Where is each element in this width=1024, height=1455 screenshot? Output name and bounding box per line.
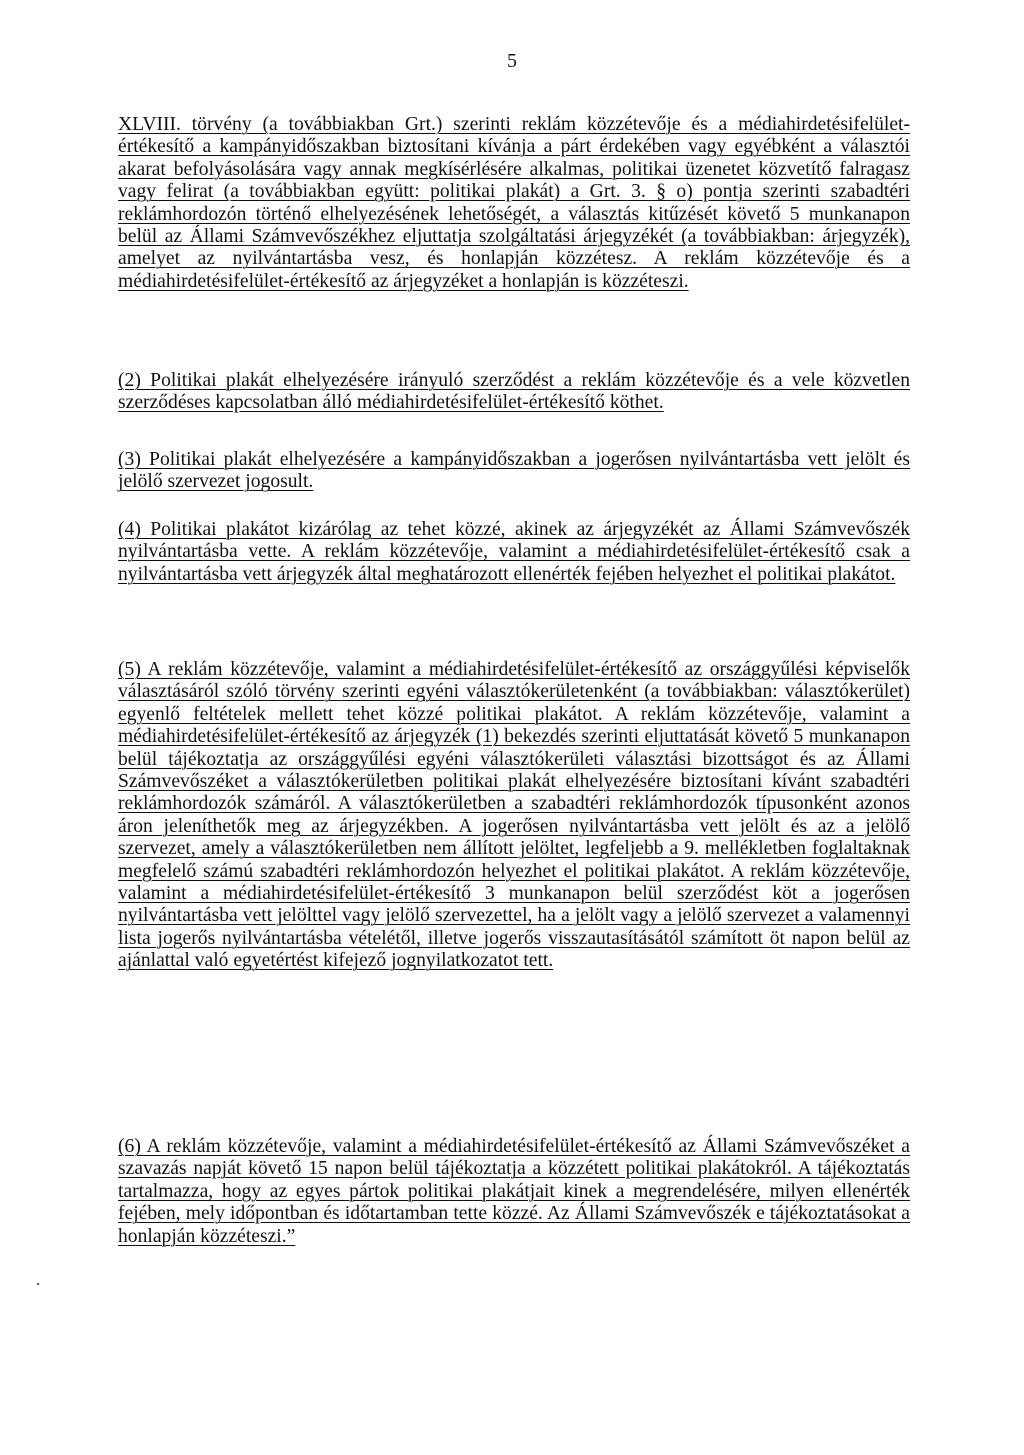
paragraph-1-continuation: XLVIII. törvény (a továbbiakban Grt.) szerinti reklám közzétevője és a médiahirdetésifelület-értékesítő a kampányidőszakban biztosítani kívánja a párt érdekében vagy egyébként a választói akarat befolyásolására vagy annak megkísérlésére alkalmas, politikai üzenetet közvetítő falragasz vagy felirat (a továbbiakban együtt: politikai plakát) a Grt. 3. § o) pontja szerinti szabadtéri reklámhordozón történő elhelyezésének lehetőségét, a választás kitűzését követő 5 munkanapon belül az Állami Számvevőszékhez eljuttatja szolgáltatási árjegyzékét (a továbbiakban: árjegyzék), amelyet az nyilvántartásba vesz, és honlapján közzétesz. A reklám közzétevője és a médiahirdetésifelület-értékesítő az árjegyzéket a honlapján is közzéteszi. xyxy=(118,114,910,292)
paragraph-3: (3) Politikai plakát elhelyezésére a kampányidőszakban a jogerősen nyilvántartásba vett jelölt és jelölő szervezet jogosult. xyxy=(118,449,910,493)
paragraph-5: (5) A reklám közzétevője, valamint a médiahirdetésifelület-értékesítő az országgyűlési képviselők választásáról szóló törvény szerinti egyéni választókerületenként (a továbbiakban: választókerület) egyenlő feltételek mellett tehet közzé politikai plakátot. A reklám közzétevője, valamint a médiahirdetésifelület-értékesítő az árjegyzék (1) bekezdés szerinti eljuttatását követő 5 munkanapon belül tájékoztatja az országgyűlési egyéni választókerületi választási bizottságot és az Állami Számvevőszéket a választókerületben politikai plakát elhelyezésére biztosítani kívánt szabadtéri reklámhordozók számáról. A választókerületben a szabadtéri reklámhordozók típusonként azonos áron jeleníthetők meg az árjegyzékben. A jogerősen nyilvántartásba vett jelölt és az a jelölő szervezet, amely a választókerületben nem állított jelöltet, legfeljebb a 9. mellékletben foglaltaknak megfelelő számú szabadtéri reklámhordozón helyezhet el politikai plakátot. A reklám közzétevője, valamint a médiahirdetésifelület-értékesítő 3 munkanapon belül szerződést köt a jogerősen nyilvántartásba vett jelölttel vagy jelölő szervezettel, ha a jelölt vagy a jelölő szervezet a valamennyi lista jogerős nyilvántartásba vételétől, illetve jogerős visszautasításától számított öt napon belül az ajánlattal való egyetértést kifejező jognyilatkozatot tett. xyxy=(118,659,910,972)
paragraph-6: (6) A reklám közzétevője, valamint a médiahirdetésifelület-értékesítő az Állami Számvevőszéket a szavazás napját követő 15 napon belül tájékoztatja a közzétett politikai plakátokról. A tájékoztatás tartalmazza, hogy az egyes pártok politikai plakátjait kinek a megrendelésére, milyen ellenérték fejében, mely időpontban és időtartamban tette közzé. Az Állami Számvevőszék e tájékoztatásokat a honlapján közzéteszi.” xyxy=(118,1136,910,1247)
scan-speck xyxy=(37,1283,39,1285)
paragraph-4: (4) Politikai plakátot kizárólag az tehet közzé, akinek az árjegyzékét az Állami Számvevőszék nyilvántartásba vette. A reklám közzétevője, valamint a médiahirdetésifelület-értékesítő csak a nyilvántartásba vett árjegyzék által meghatározott ellenérték fejében helyezhet el politikai plakátot. xyxy=(118,519,910,585)
paragraph-2: (2) Politikai plakát elhelyezésére irányuló szerződést a reklám közzétevője és a vele közvetlen szerződéses kapcsolatban álló médiahirdetésifelület-értékesítő köthet. xyxy=(118,370,910,414)
page-number: 5 xyxy=(507,50,517,72)
